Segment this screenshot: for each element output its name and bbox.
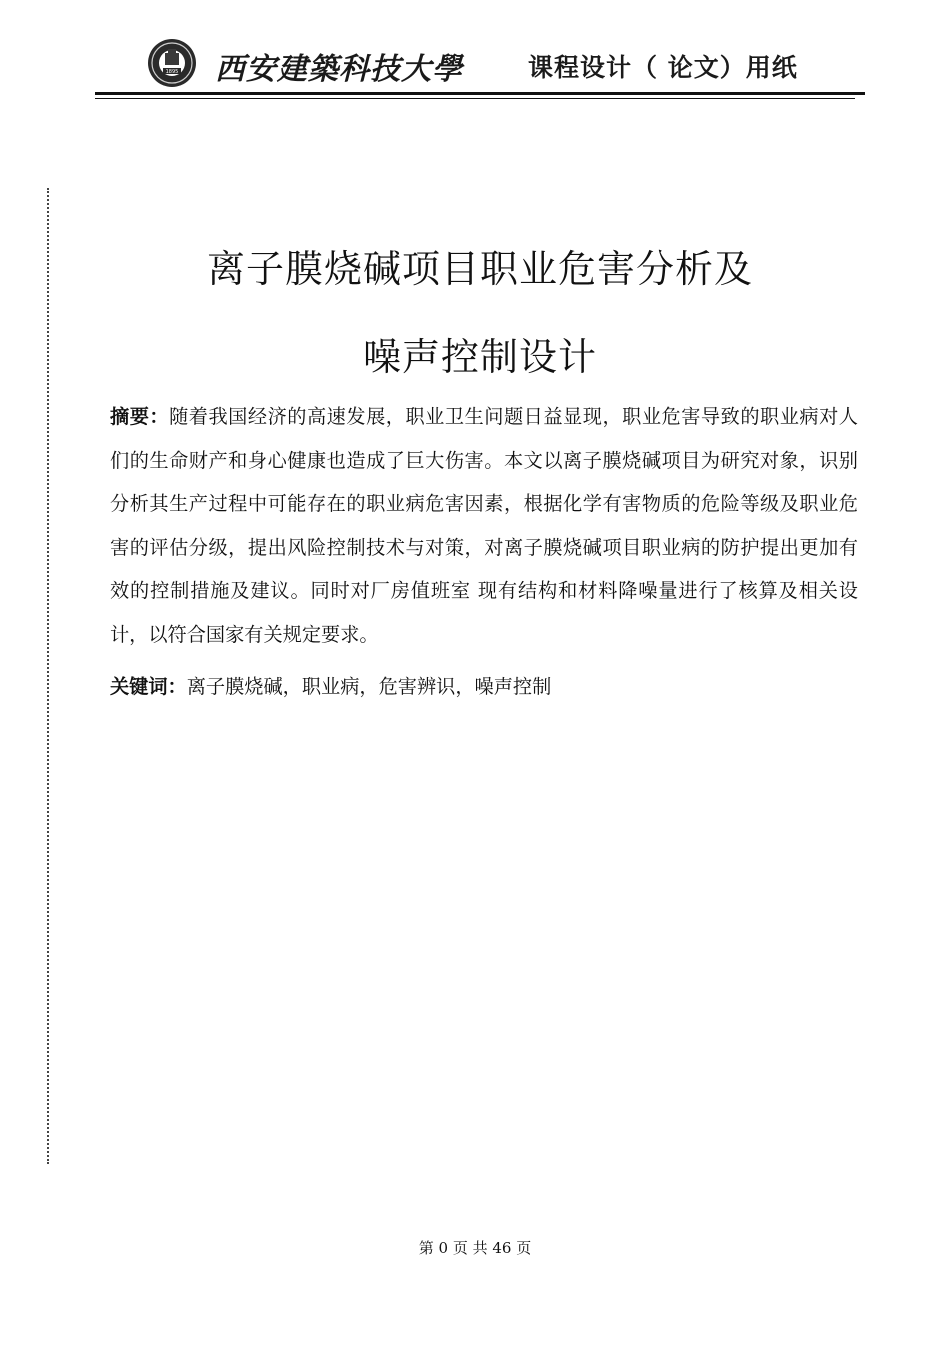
keywords-text: 离子膜烧碱，职业病，危害辨识，噪声控制 [186, 675, 552, 698]
page-number-footer: 第 0 页 共 46 页 [418, 1239, 532, 1257]
university-name: 西安建築科技大學 [215, 52, 463, 87]
university-seal-icon [147, 38, 197, 88]
header-subtitle: 课程设计（ 论文）用纸 [528, 53, 798, 82]
logo-year: 1895 [165, 69, 179, 75]
header-rule-thin [95, 98, 855, 99]
keywords-line [110, 672, 858, 702]
document-title-line-1: 离子膜烧碱项目职业危害分析及 [206, 247, 753, 291]
document-title-line-2: 噪声控制设计 [362, 335, 597, 379]
header-rule-thick [95, 92, 865, 95]
abstract-label: 摘要： [110, 405, 170, 428]
abstract-paragraph [110, 395, 858, 656]
keywords-label: 关键词： [110, 675, 187, 698]
abstract-text: 随着我国经济的高速发展，职业卫生问题日益显现，职业危害导致的职业病对人们的生命财产和身心健康也造成了巨大伤害。本文以离子膜烧碱项目为研究对象，识别分析其生产过程中可能存在的职业病危害因素，根据化学有害物质的危险等级及职业危害的评估分级，提出风险控制技术与对策，对离子膜烧碱项目职业病的防护提出更加有效的控制措施及建议。同时对厂房值班室 现有结构和材料降噪量进行了核算及相关设计，以符合国家有关规定要求。 [110, 405, 858, 646]
binding-dotted-line [47, 188, 49, 1164]
page-header [95, 30, 865, 100]
